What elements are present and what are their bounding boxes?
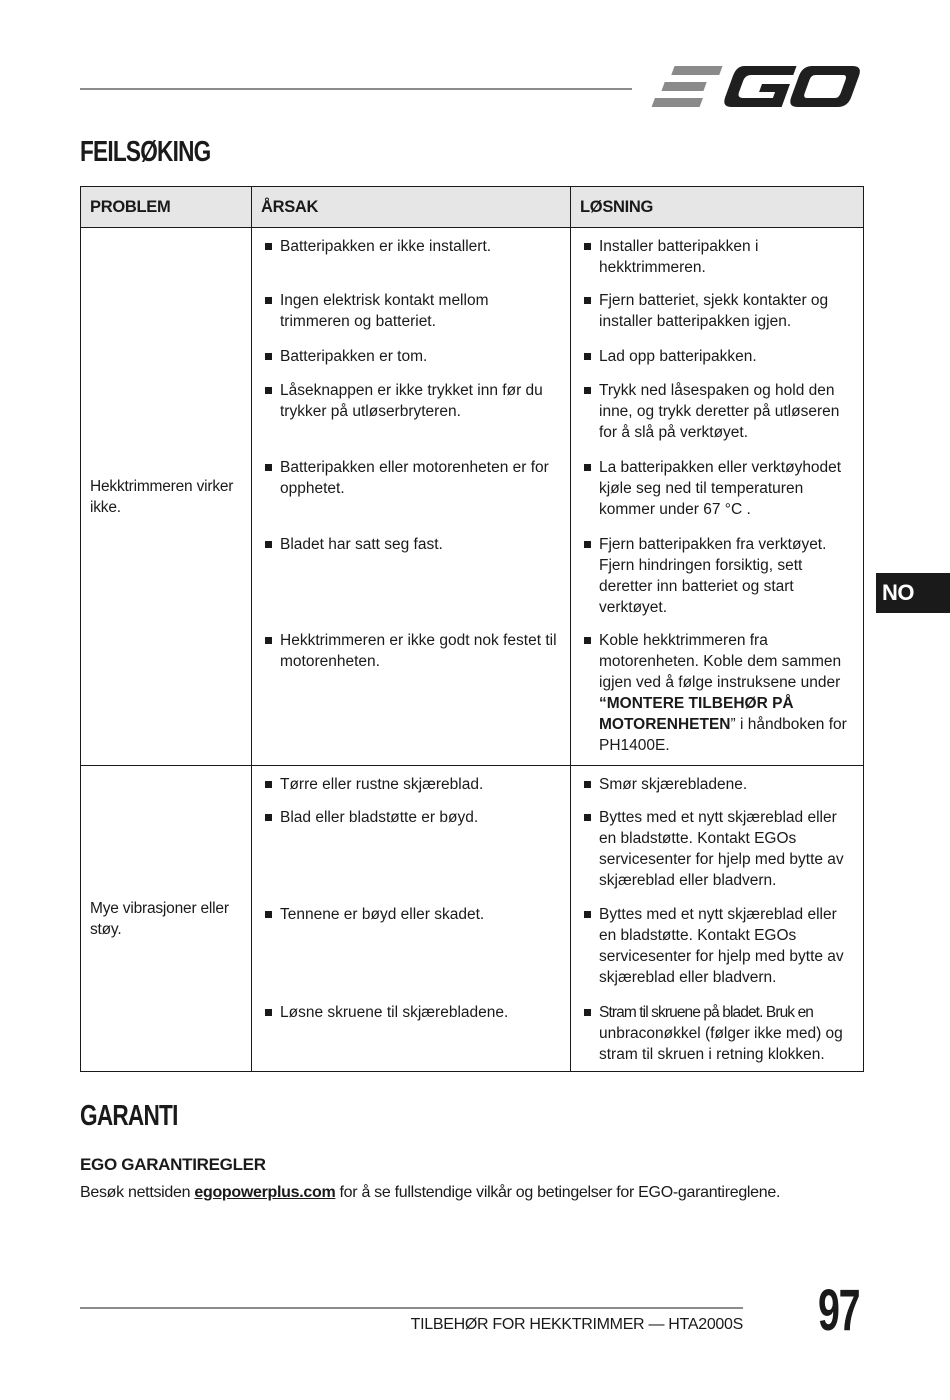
problem-cell	[81, 228, 252, 766]
troubleshooting-table	[80, 186, 864, 1072]
bullet-icon	[584, 353, 591, 360]
solution-text-part: Stram til skruene på bladet. Bruk en	[599, 1004, 814, 1021]
bullet-icon	[584, 464, 591, 471]
cause-text: Løsne skruene til skjærebladene.	[280, 1004, 509, 1021]
bullet-icon	[265, 387, 272, 394]
bullet-icon	[265, 1009, 272, 1016]
cause-text: Batteripakken er ikke installert.	[280, 238, 492, 255]
bullet-icon	[584, 541, 591, 548]
ego-logo	[650, 62, 862, 114]
problem-cell	[81, 766, 252, 1072]
problem-text: Mye vibrasjoner eller støy.	[90, 899, 229, 938]
bullet-icon	[584, 781, 591, 788]
cause-text: Batteripakken eller motorenheten er for opphetet.	[280, 459, 549, 497]
section-title-troubleshooting: FEILSØKING	[80, 136, 211, 168]
column-header-problem: PROBLEM	[81, 187, 252, 228]
cause-text: Batteripakken er tom.	[280, 348, 428, 365]
header-rule	[80, 88, 632, 90]
website-link[interactable]: egopowerplus.com	[194, 1184, 336, 1201]
bullet-icon	[265, 911, 272, 918]
column-header-cause: ÅRSAK	[252, 187, 571, 228]
footer-rule	[80, 1307, 743, 1309]
bullet-icon	[584, 297, 591, 304]
solution-text: Smør skjærebladene.	[599, 776, 748, 793]
solution-text: Byttes med et nytt skjæreblad eller en bladstøtte. Kontakt EGOs servicesenter for hjelp med bytte av skjæreblad eller bladvern.	[599, 906, 844, 986]
manual-section-reference: “MONTERE TILBEHØR PÅ MOTORENHETEN	[599, 695, 794, 733]
solution-text-part: ” i håndboken for PH1400E.	[599, 716, 847, 754]
bullet-icon	[265, 814, 272, 821]
bullet-icon	[584, 637, 591, 644]
page-number: 97	[818, 1278, 860, 1343]
solution-text: Lad opp batteripakken.	[599, 348, 757, 365]
bullet-icon	[265, 637, 272, 644]
cause-text: Ingen elektrisk kontakt mellom trimmeren og batteriet.	[280, 292, 489, 330]
bullet-icon	[584, 814, 591, 821]
solution-text: Installer batteripakken i hekktrimmeren.	[599, 238, 759, 276]
section-title-warranty: GARANTI	[80, 1100, 178, 1132]
solution-text-part: Koble hekktrimmeren fra motorenheten. Koble dem sammen igjen ved å følge instruksene under	[599, 632, 842, 691]
solution-text: Byttes med et nytt skjæreblad eller en bladstøtte. Kontakt EGOs servicesenter for hjelp med bytte av skjæreblad eller bladvern.	[599, 809, 844, 889]
footer-title: TILBEHØR FOR HEKKTRIMMER — HTA2000S	[410, 1316, 743, 1333]
bullet-icon	[265, 541, 272, 548]
cause-text: Tennene er bøyd eller skadet.	[280, 906, 485, 923]
bullet-icon	[584, 243, 591, 250]
solution-text	[599, 630, 853, 756]
warranty-text	[80, 1184, 780, 1202]
bullet-icon	[584, 387, 591, 394]
solution-text: Fjern batteriet, sjekk kontakter og installer batteripakken igjen.	[599, 292, 829, 330]
solution-text-part: unbraconøkkel (følger ikke med) og stram til skruen i retning klokken.	[599, 1025, 843, 1063]
solution-text	[599, 1002, 853, 1065]
warranty-text-part: for å se fullstendige vilkår og betingelser for EGO-garantireglene.	[335, 1184, 781, 1201]
column-header-solution: LØSNING	[571, 187, 864, 228]
problem-text: Hekktrimmeren virker ikke.	[90, 477, 234, 516]
language-tab: NO	[876, 573, 950, 613]
cause-text: Tørre eller rustne skjæreblad.	[280, 776, 484, 793]
bullet-icon	[584, 911, 591, 918]
bullet-icon	[265, 297, 272, 304]
table-row	[81, 228, 864, 285]
bullet-icon	[265, 781, 272, 788]
bullet-icon	[584, 1009, 591, 1016]
bullet-icon	[265, 243, 272, 250]
bullet-icon	[265, 464, 272, 471]
cause-text: Bladet har satt seg fast.	[280, 536, 443, 553]
table-row	[81, 766, 864, 802]
cause-text: Hekktrimmeren er ikke godt nok festet til motorenheten.	[280, 632, 557, 670]
warranty-subtitle: EGO GARANTIREGLER	[80, 1155, 266, 1174]
warranty-text-part: Besøk nettsiden	[80, 1184, 195, 1201]
solution-text: Fjern batteripakken fra verktøyet. Fjern hindringen forsiktig, sett deretter inn batteriet og start verktøyet.	[599, 536, 827, 616]
bullet-icon	[265, 353, 272, 360]
cause-text: Blad eller bladstøtte er bøyd.	[280, 809, 479, 826]
solution-text: La batteripakken eller verktøyhodet kjøle seg ned til temperaturen kommer under 67 °C .	[599, 459, 842, 518]
solution-text: Trykk ned låsespaken og hold den inne, og trykk deretter på utløseren for å slå på verktøyet.	[599, 382, 840, 441]
cause-text: Låseknappen er ikke trykket inn før du trykker på utløserbryteren.	[280, 382, 543, 420]
